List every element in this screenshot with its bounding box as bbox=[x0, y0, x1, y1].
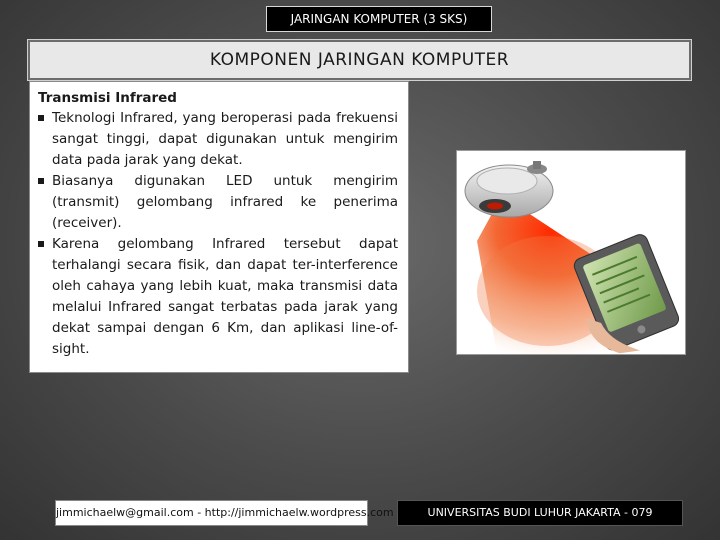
infrared-transmission-photo bbox=[456, 150, 686, 355]
footer-institution: UNIVERSITAS BUDI LUHUR JAKARTA - 079 bbox=[397, 500, 683, 526]
bullet-list bbox=[38, 108, 398, 360]
bullet-item bbox=[38, 171, 398, 234]
bullet-text: Karena gelombang Infrared tersebut dapat terhalangi secara fisik, dan dapat ter-interference oleh cahaya yang lebih kuat, maka transmisi data melalui Infrared sangat terbatas pada jarak yang dekat sampai dengan 6 Km, dan aplikasi line-of-sight. bbox=[52, 236, 398, 357]
square-bullet-icon bbox=[38, 115, 44, 121]
bullet-item bbox=[38, 234, 398, 360]
square-bullet-icon bbox=[38, 241, 44, 247]
bullet-text: Biasanya digunakan LED untuk mengirim (transmit) gelombang infrared ke penerima (receiver). bbox=[52, 173, 398, 231]
content-box bbox=[29, 81, 409, 373]
bullet-text: Teknologi Infrared, yang beroperasi pada frekuensi sangat tinggi, dapat digunakan untuk mengirim data pada jarak yang dekat. bbox=[52, 110, 398, 168]
slide-title: KOMPONEN JARINGAN KOMPUTER bbox=[28, 40, 691, 80]
section-heading: Transmisi Infrared bbox=[38, 90, 177, 106]
footer-contact: jimmichaelw@gmail.com - http://jimmichaelw.wordpress.com bbox=[55, 500, 368, 526]
infrared-illustration bbox=[457, 151, 685, 354]
bullet-item bbox=[38, 108, 398, 171]
course-header: JARINGAN KOMPUTER (3 SKS) bbox=[266, 6, 492, 32]
square-bullet-icon bbox=[38, 178, 44, 184]
